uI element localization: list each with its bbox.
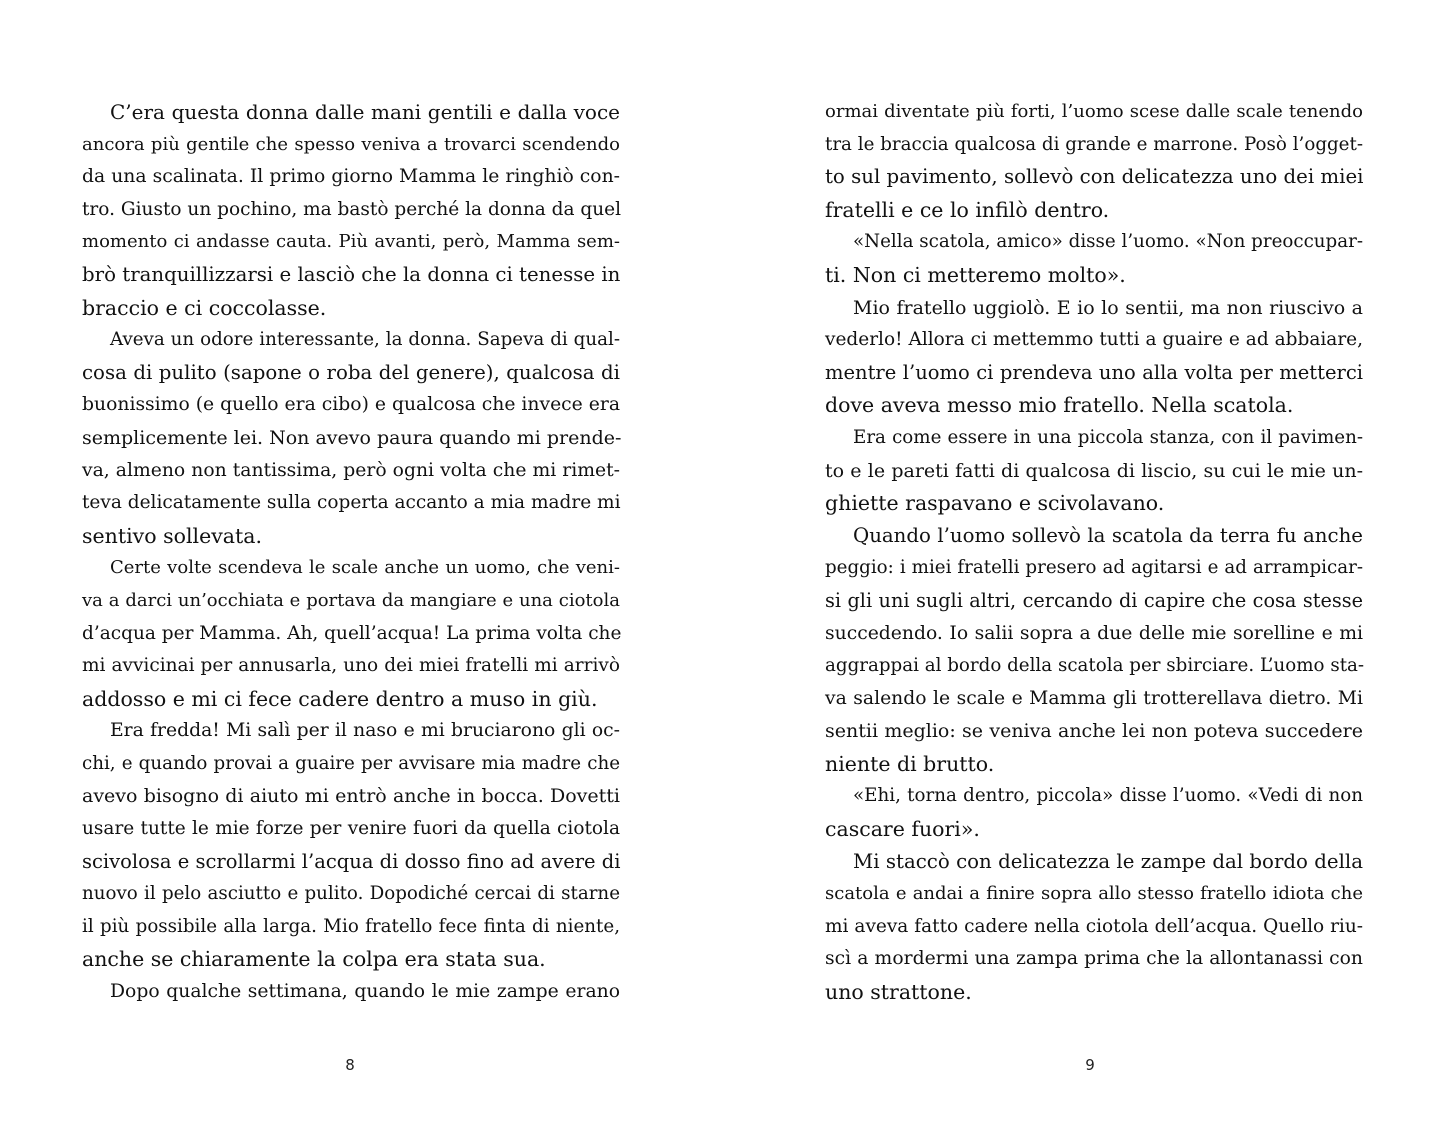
text-line: da una scalinata. Il primo giorno Mamma le ringhiò con-	[82, 166, 620, 188]
text-line: ancora più gentile che spesso veniva a trovarci scendendo	[82, 133, 620, 155]
text-line: cosa di pulito (sapone o roba del genere), qualcosa di	[82, 360, 620, 384]
text-line: brò tranquillizzarsi e lasciò che la donna ci tenesse in	[82, 262, 621, 286]
text-line: Era fredda! Mi salì per il naso e mi bruciarono gli oc-	[110, 720, 620, 742]
text-line: mi avvicinai per annusarla, uno dei miei fratelli mi arrivò	[82, 655, 620, 677]
text-line: to e le pareti fatti di qualcosa di liscio, su cui le mie un-	[825, 459, 1363, 482]
text-line: il più possibile alla larga. Mio fratello fece finta di niente,	[82, 915, 620, 937]
text-line: succedendo. Io salii sopra a due delle mie sorelline e mi	[825, 622, 1363, 644]
text-line: tra le braccia qualcosa di grande e marrone. Posò l’ogget-	[825, 133, 1363, 155]
text-line: nuovo il pelo asciutto e pulito. Dopodiché cercai di starne	[82, 883, 620, 905]
text-line: Era come essere in una piccola stanza, con il pavimen-	[853, 426, 1363, 448]
text-line: addosso e mi ci fece cadere dentro a muso in giù.	[82, 686, 598, 711]
text-line: d’acqua per Mamma. Ah, quell’acqua! La prima volta che	[82, 622, 622, 644]
text-line: sentii meglio: se veniva anche lei non poteva succedere	[825, 720, 1363, 743]
text-line: mi aveva fatto cadere nella ciotola dell’acqua. Quello riu-	[825, 915, 1363, 937]
text-line: va salendo le scale e Mamma gli trotterellava dietro. Mi	[825, 687, 1363, 709]
text-line: Quando l’uomo sollevò la scatola da terra fu anche	[853, 523, 1363, 547]
text-line: niente di brutto.	[825, 751, 995, 776]
text-line: sentivo sollevata.	[82, 523, 262, 548]
text-line: teva delicatamente sulla coperta accanto a mia madre mi	[82, 492, 621, 514]
text-line: C’era questa donna dalle mani gentili e dalla voce	[110, 100, 620, 124]
text-line: ghiette raspavano e scivolavano.	[825, 491, 1165, 516]
left-page-text	[82, 96, 620, 1009]
text-line: ormai diventate più forti, l’uomo scese dalle scale tenendo	[825, 101, 1363, 122]
text-line: va, almeno non tantissima, però ogni volta che mi rimet-	[82, 459, 620, 481]
text-line: ti. Non ci metteremo molto».	[825, 262, 1126, 287]
page-number-left: 8	[345, 1056, 355, 1074]
text-line: Certe volte scendeva le scale anche un uomo, che veni-	[110, 557, 620, 579]
text-line: scivolosa e scrollarmi l’acqua di dosso fino ad avere di	[82, 849, 621, 873]
text-line: chi, e quando provai a guaire per avvisare mia madre che	[82, 752, 620, 774]
text-line: va a darci un’occhiata e portava da mangiare e una ciotola	[82, 589, 620, 611]
text-line: Dopo qualche settimana, quando le mie zampe erano	[110, 981, 620, 1003]
text-line: si gli uni sugli altri, cercando di capire che cosa stesse	[825, 588, 1363, 612]
text-line: buonissimo (e quello era cibo) e qualcosa che invece era	[82, 394, 620, 416]
text-line: vederlo! Allora ci mettemmo tutti a guaire e ad abbaiare,	[825, 329, 1363, 351]
text-line: to sul pavimento, sollevò con delicatezza uno dei miei	[825, 165, 1364, 189]
text-line: avevo bisogno di aiuto mi entrò anche in bocca. Dovetti	[82, 785, 620, 808]
text-line: Aveva un odore interessante, la donna. Sapeva di qual-	[110, 329, 620, 351]
text-line: cascare fuori».	[825, 817, 980, 842]
text-line: braccio e ci coccolasse.	[82, 295, 327, 320]
text-line: «Nella scatola, amico» disse l’uomo. «Non preoccupar-	[853, 231, 1363, 253]
text-line: usare tutte le mie forze per venire fuori da quella ciotola	[82, 818, 620, 840]
text-line: tro. Giusto un pochino, ma bastò perché la donna da quel	[82, 198, 622, 220]
text-line: anche se chiaramente la colpa era stata sua.	[82, 947, 546, 972]
text-line: peggio: i miei fratelli presero ad agitarsi e ad arrampicar-	[825, 557, 1363, 579]
text-line: «Ehi, torna dentro, piccola» disse l’uomo. «Vedi di non	[853, 785, 1363, 807]
text-line: mentre l’uomo ci prendeva uno alla volta per metterci	[825, 360, 1363, 384]
text-line: Mi staccò con delicatezza le zampe dal bordo della	[853, 849, 1363, 873]
right-page-text	[825, 96, 1363, 1009]
text-line: fratelli e ce lo infilò dentro.	[825, 197, 1110, 222]
text-line: momento ci andasse cauta. Più avanti, però, Mamma sem-	[82, 231, 620, 253]
text-line: scatola e andai a finire sopra allo stesso fratello idiota che	[825, 883, 1363, 905]
text-line: semplicemente lei. Non avevo paura quando mi prende-	[82, 426, 622, 449]
text-line: aggrappai al bordo della scatola per sbirciare. L’uomo sta-	[825, 655, 1365, 677]
page-number-right: 9	[1085, 1056, 1095, 1074]
text-line: uno strattone.	[825, 980, 972, 1005]
text-line: Mio fratello uggiolò. E io lo sentii, ma non riuscivo a	[853, 296, 1363, 319]
text-line: dove aveva messo mio fratello. Nella scatola.	[825, 393, 1294, 418]
text-line: scì a mordermi una zampa prima che la allontanassi con	[825, 948, 1363, 970]
